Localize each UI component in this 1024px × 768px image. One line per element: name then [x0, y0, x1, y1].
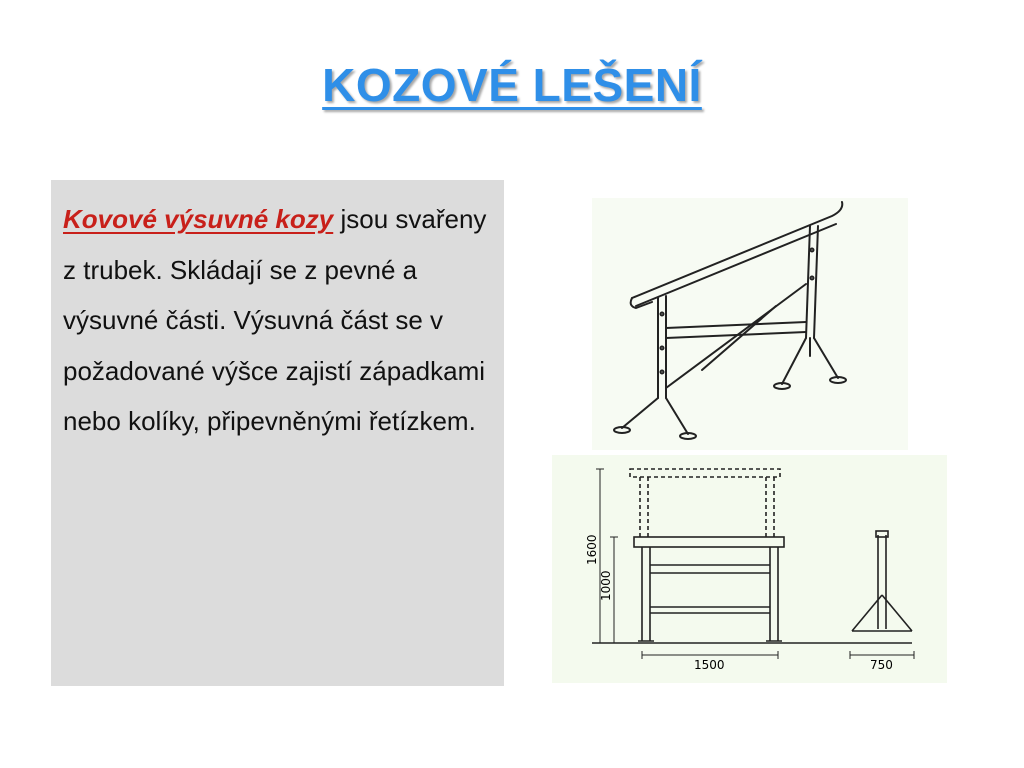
slide-title: KOZOVÉ LEŠENÍ [322, 59, 702, 111]
figure-background [552, 455, 947, 683]
dim-width: 1500 [694, 658, 725, 672]
dim-height-base: 1000 [599, 570, 613, 601]
body-term: Kovové výsuvné kozy [63, 204, 334, 234]
body-text: jsou svařeny z trubek. Skládají se z pevné a výsuvné části. Výsuvná část se v požadované výšce zajistí západkami nebo kolíky, připevněnými řetízkem. [63, 204, 487, 436]
dim-height-total: 1600 [585, 534, 599, 565]
body-text-box [51, 180, 504, 686]
dim-depth: 750 [870, 658, 893, 672]
trestle-dimension-figure [552, 455, 947, 683]
trestle-perspective-figure [592, 188, 908, 450]
